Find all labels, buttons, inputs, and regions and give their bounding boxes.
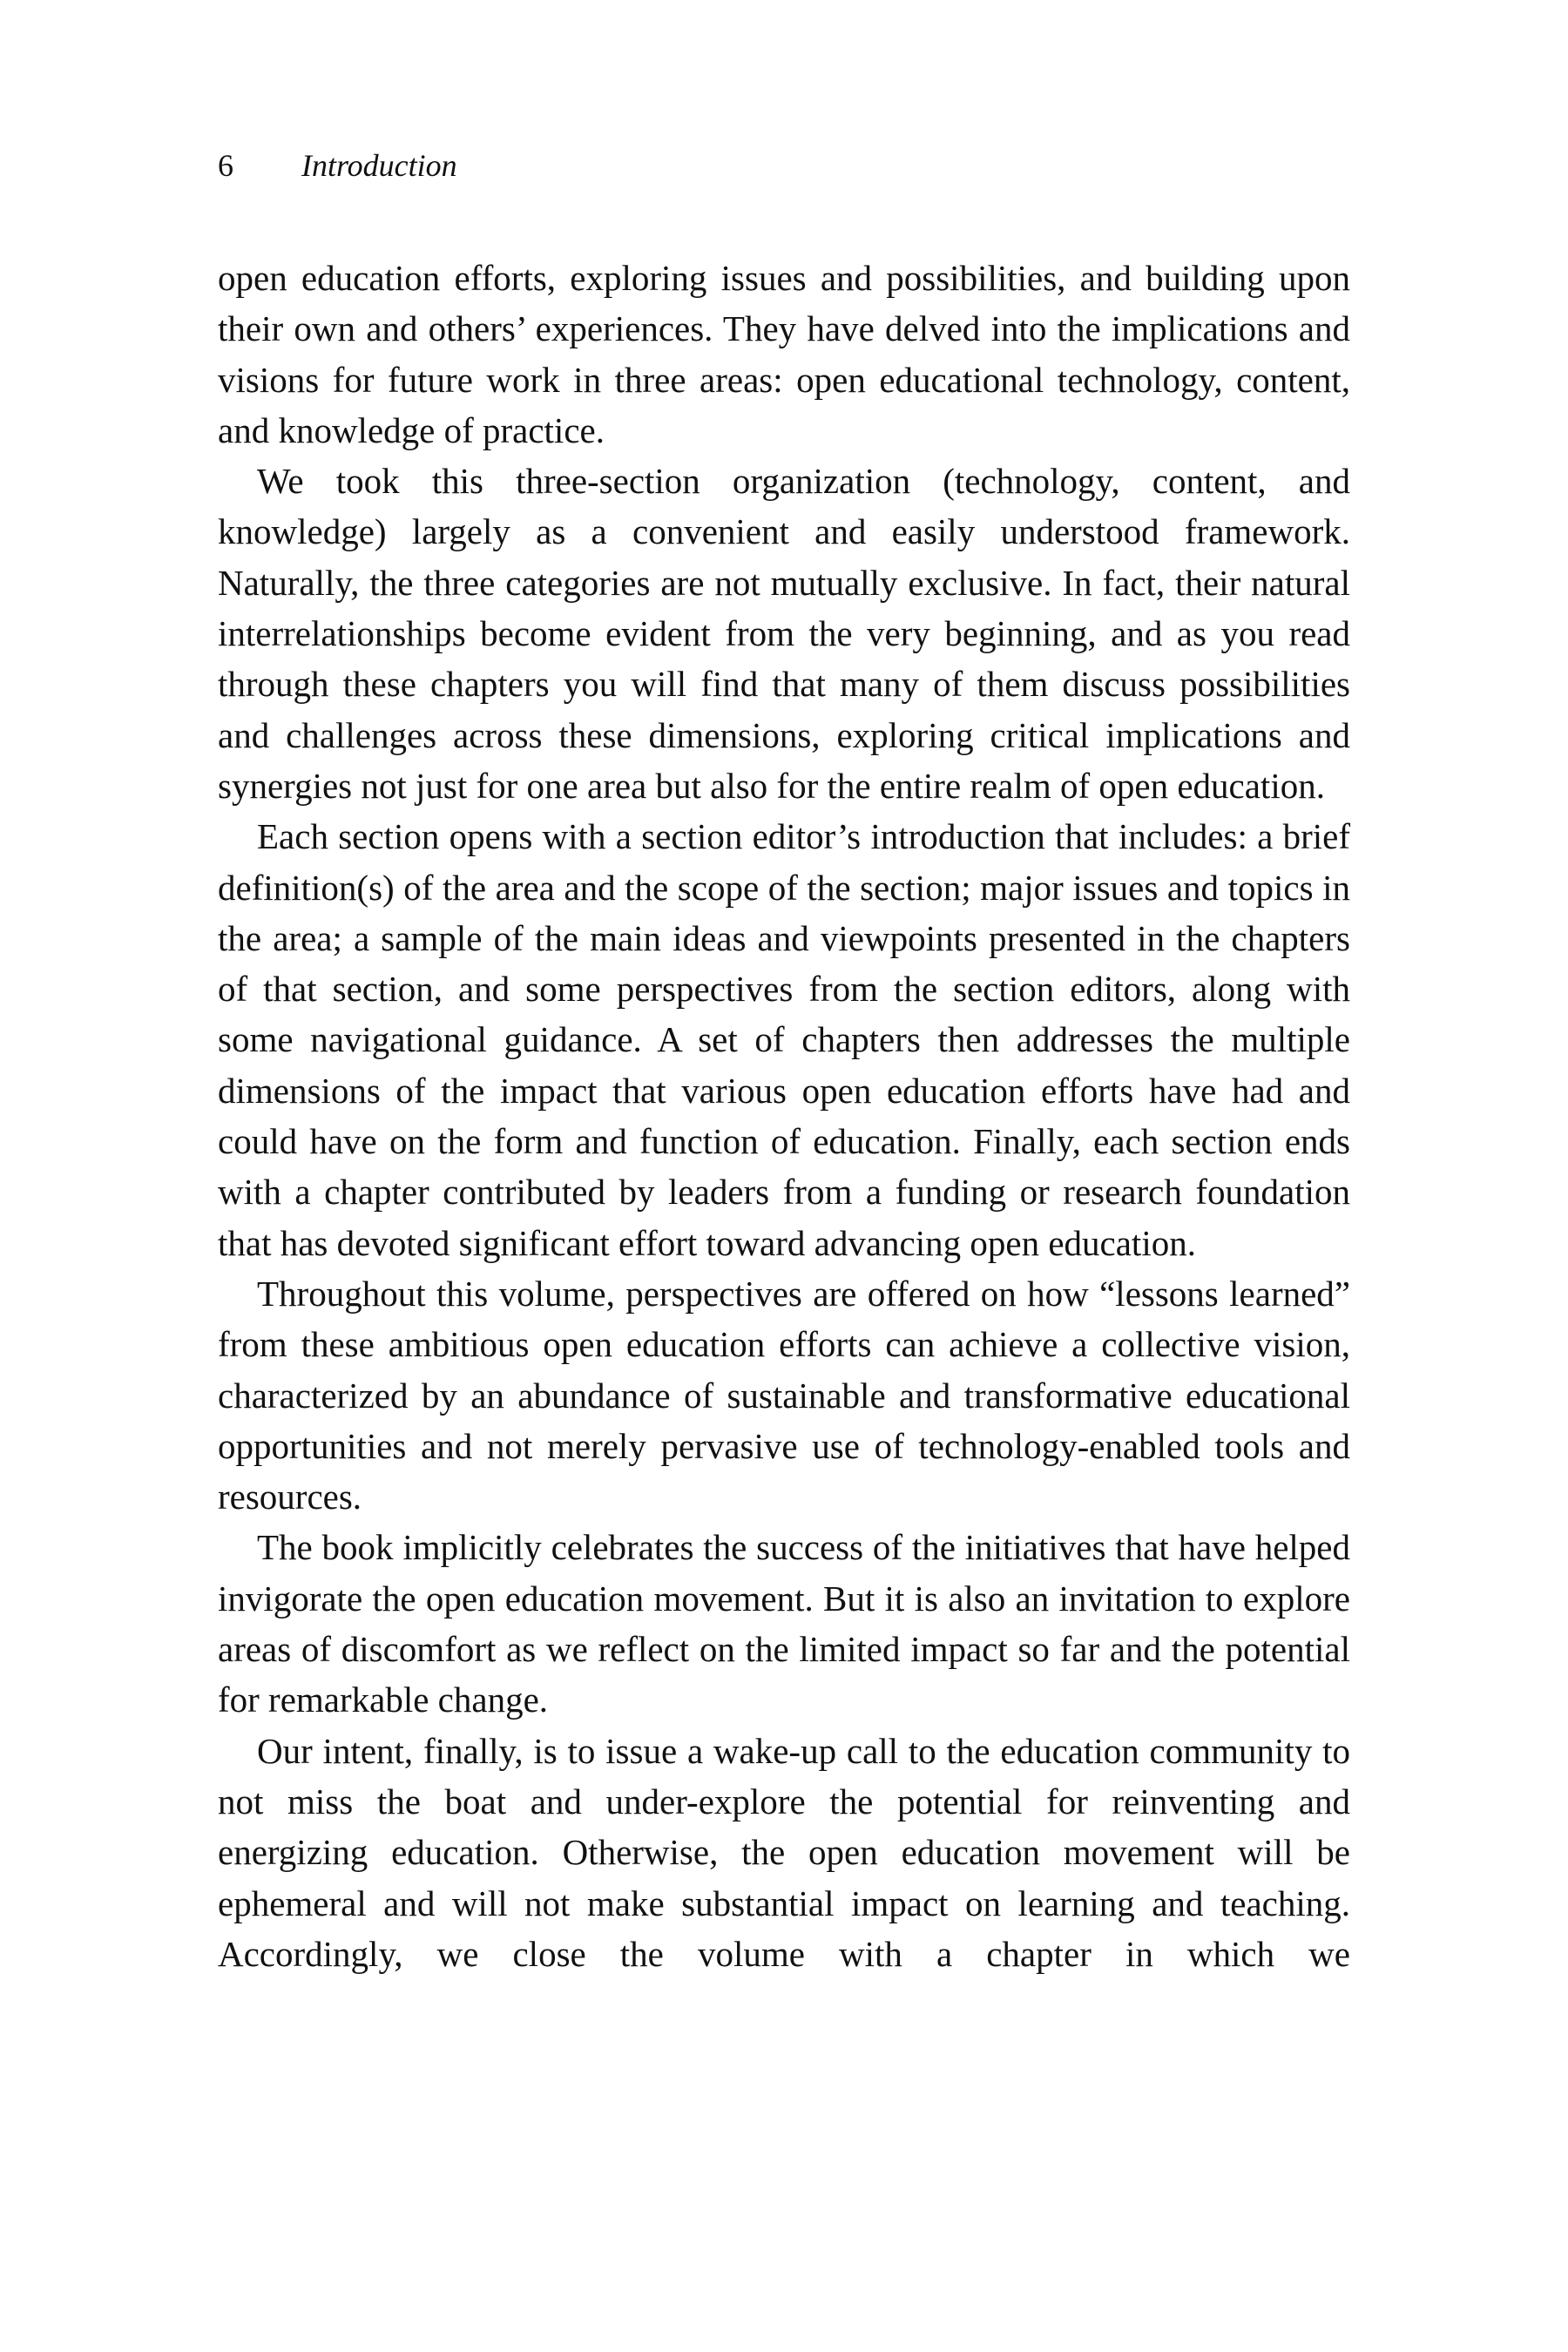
paragraph-3: Each section opens with a section editor’s introduction that includes: a brief definition(s) of the area and the scope of the section; major issues and topics in the area; a sample of the main ideas and viewpoints presented in the chapters of that section, and some perspectives from the section editors, along with some navigational guidance. A set of chapters then addresses the multiple dimensions of the impact that various open education efforts have had and could have on the form and function of education. Finally, each section ends with a chapter contributed by leaders from a funding or research foundation that has devoted significant effort toward advancing open education.: [218, 816, 1350, 1263]
page-number: 6: [218, 148, 233, 183]
running-head: [218, 145, 457, 186]
paragraph-1: open education efforts, exploring issues and possibilities, and building upon their own and others’ experiences. They have delved into the implications and visions for future work in three areas: open educational technology, content, and knowledge of practice.: [218, 258, 1350, 450]
paragraph-2: We took this three-section organization (technology, content, and knowledge) largely as a convenient and easily understood framework. Naturally, the three categories are not mutually exclusive. In fact, their natural interrelationships become evident from the very beginning, and as you read through these chapters you will find that many of them discuss possibilities and challenges across these dimensions, exploring critical implications and synergies not just for one area but also for the entire realm of open education.: [218, 461, 1350, 806]
paragraph-4: Throughout this volume, perspectives are offered on how “lessons learned” from these ambitious open education efforts can achieve a collective vision, characterized by an abundance of sustainable and transformative educational opportunities and not merely pervasive use of technology-enabled tools and resources.: [218, 1273, 1350, 1517]
body-text: [218, 253, 1350, 1979]
paragraph-6: Our intent, finally, is to issue a wake-up call to the education community to not miss the boat and under-explore the potential for reinventing and energizing education. Otherwise, the open education movement will be ephemeral and will not make substantial impact on learning and teaching. Accordingly, we close the volume with a chapter in which we: [218, 1730, 1350, 1974]
running-head-title: Introduction: [301, 148, 457, 183]
paragraph-5: The book implicitly celebrates the success of the initiatives that have helped invigorate the open education movement. But it is also an invitation to explore areas of discomfort as we reflect on the limited impact so far and the potential for remarkable change.: [218, 1527, 1350, 1720]
